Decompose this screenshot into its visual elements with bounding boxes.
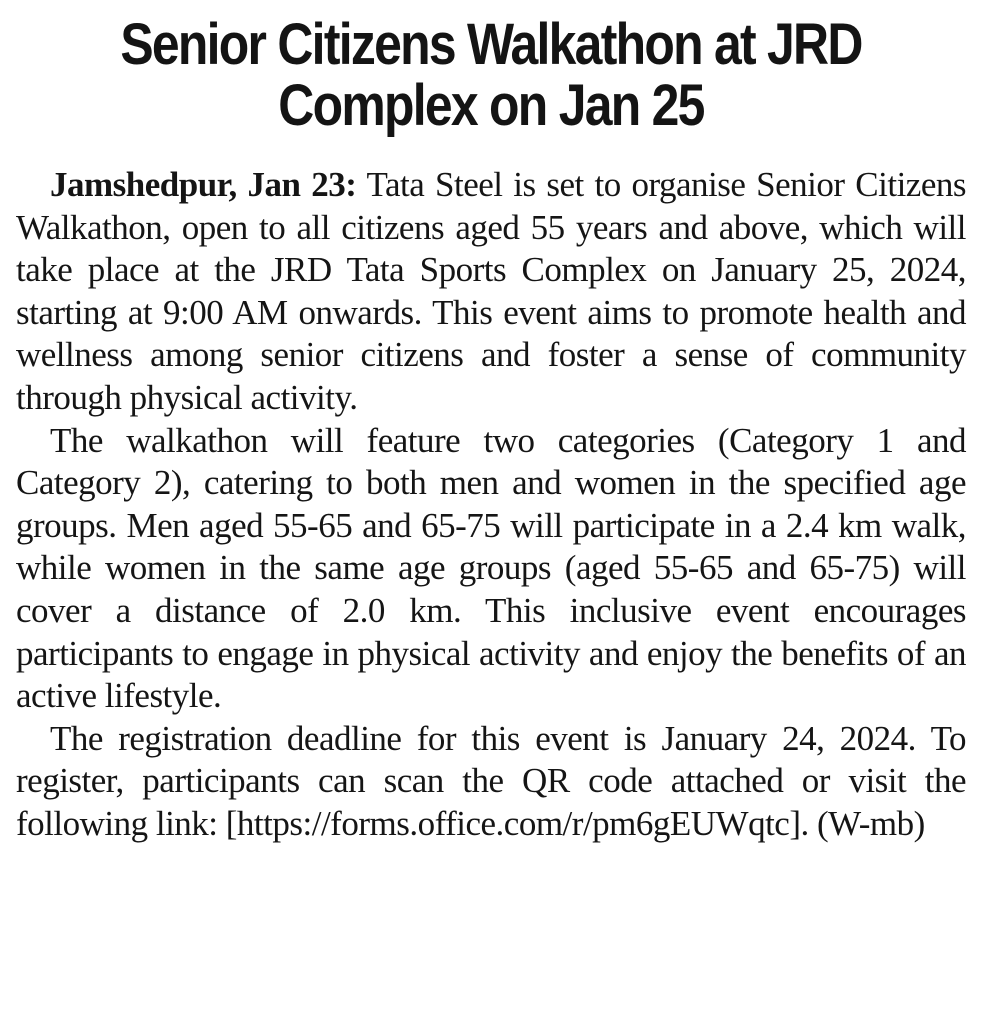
article-dateline: Jamshedpur, Jan 23:: [50, 165, 357, 204]
article-paragraph-2: The walkathon will feature two categories (Category 1 and Category 2), catering to both men and women in the specified age groups. Men aged 55-65 and 65-75 will participate in a 2.4 km walk, while women in the same age groups (aged 55-65 and 65-75) will cover a distance of 2.0 km. This inclusive event encourages participants to engage in physical activity and enjoy the benefits of an active lifestyle.: [16, 420, 966, 716]
article-headline: Senior Citizens Walkathon at JRD Complex on Jan 25: [120, 12, 862, 138]
article-paragraph-1-text: Tata Steel is set to organise Senior Citizens Walkathon, open to all citizens aged 55 years and above, which will take place at the JRD Tata Sports Complex on January 25, 2024, starting at 9:00 AM onwards. This event aims to promote health and wellness among senior citizens and foster a sense of community through physical activity.: [16, 165, 966, 417]
article-paragraph-1: [16, 164, 966, 420]
article-paragraph-3: The registration deadline for this event is January 24, 2024. To register, participants can scan the QR code attached or visit the following link: [https://forms.office.com/r/pm6gEUWqtc]. (W-mb): [16, 718, 966, 843]
article-body: [16, 164, 966, 846]
news-article: [16, 14, 966, 846]
